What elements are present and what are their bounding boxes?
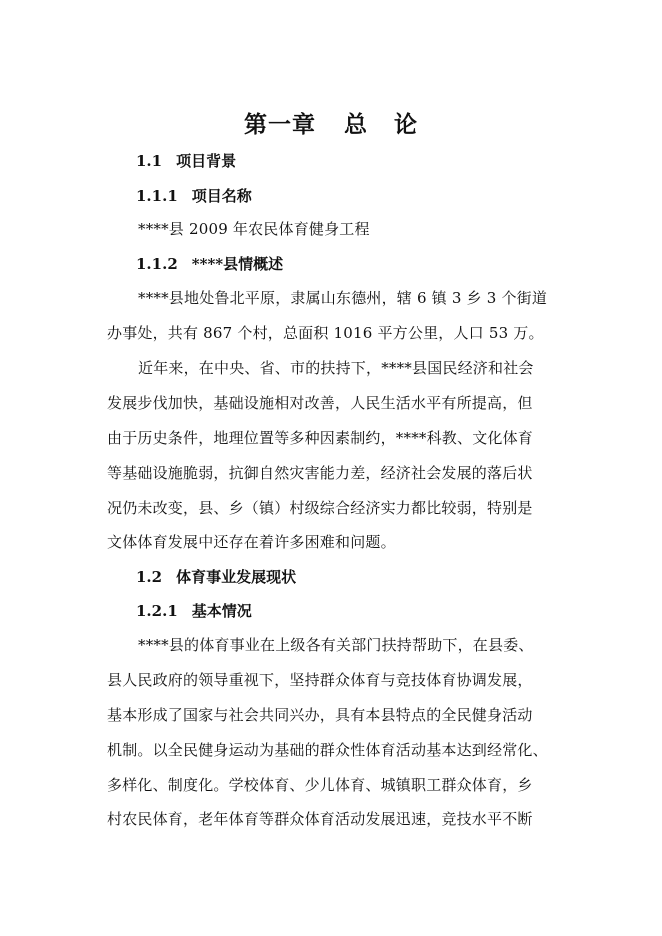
chapter-title-char-1: 总 — [344, 111, 368, 138]
section-heading-1-1-2 — [136, 253, 283, 274]
project-name-text: ****县 2009 年农民体育健身工程 — [138, 220, 370, 238]
basic-situation-line-5: 多样化、制度化。学校体育、少儿体育、城镇职工群众体育，乡 — [107, 776, 533, 794]
overview-p2-line-6: 文体体育发展中还存在着许多困难和问题。 — [107, 533, 396, 551]
section-heading-1-1 — [136, 150, 236, 171]
section-title: 项目背景 — [176, 152, 237, 170]
overview-p2-line-5: 况仍未改变，县、乡（镇）村级综合经济实力都比较弱，特别是 — [107, 499, 533, 517]
section-title: 体育事业发展现状 — [176, 568, 297, 586]
section-title: 基本情况 — [191, 602, 252, 620]
section-title: 项目名称 — [191, 187, 252, 205]
overview-p2-line-4: 等基础设施脆弱，抗御自然灾害能力差，经济社会发展的落后状 — [107, 464, 533, 482]
basic-situation-line-3: 基本形成了国家与社会共同兴办，具有本县特点的全民健身活动 — [107, 706, 533, 724]
basic-situation-line-1: ****县的体育事业在上级各有关部门扶持帮助下，在县委、 — [138, 636, 534, 654]
section-number: 1.1 — [136, 152, 163, 170]
overview-p2-line-1: 近年来，在中央、省、市的扶持下，****县国民经济和社会 — [138, 359, 534, 377]
overview-p2-line-2: 发展步伐加快，基础设施相对改善，人民生活水平有所提高，但 — [107, 394, 533, 412]
overview-p1-line-1: ****县地处鲁北平原，隶属山东德州，辖 6 镇 3 乡 3 个街道 — [138, 289, 548, 307]
section-heading-1-2-1 — [136, 600, 252, 621]
basic-situation-line-4: 机制。以全民健身运动为基础的群众性体育活动基本达到经常化、 — [107, 741, 548, 759]
section-number: 1.2 — [136, 568, 163, 586]
section-heading-1-2 — [136, 566, 296, 587]
section-number: 1.1.2 — [136, 255, 178, 273]
overview-p1-line-2: 办事处，共有 867 个村，总面积 1016 平方公里，人口 53 万。 — [107, 324, 544, 342]
section-number: 1.1.1 — [136, 187, 178, 205]
chapter-number: 第一章 — [244, 111, 316, 138]
section-title: ****县情概述 — [191, 255, 284, 273]
basic-situation-line-6: 村农民体育，老年体育等群众体育活动发展迅速，竞技水平不断 — [107, 810, 533, 828]
section-heading-1-1-1 — [136, 185, 252, 206]
chapter-title-char-2: 论 — [394, 111, 418, 138]
section-number: 1.2.1 — [136, 602, 178, 620]
basic-situation-line-2: 县人民政府的领导重视下，坚持群众体育与竞技体育协调发展， — [107, 671, 533, 689]
chapter-title — [0, 106, 662, 139]
overview-p2-line-3: 由于历史条件，地理位置等多种因素制约，****科教、文化体育 — [107, 429, 534, 447]
